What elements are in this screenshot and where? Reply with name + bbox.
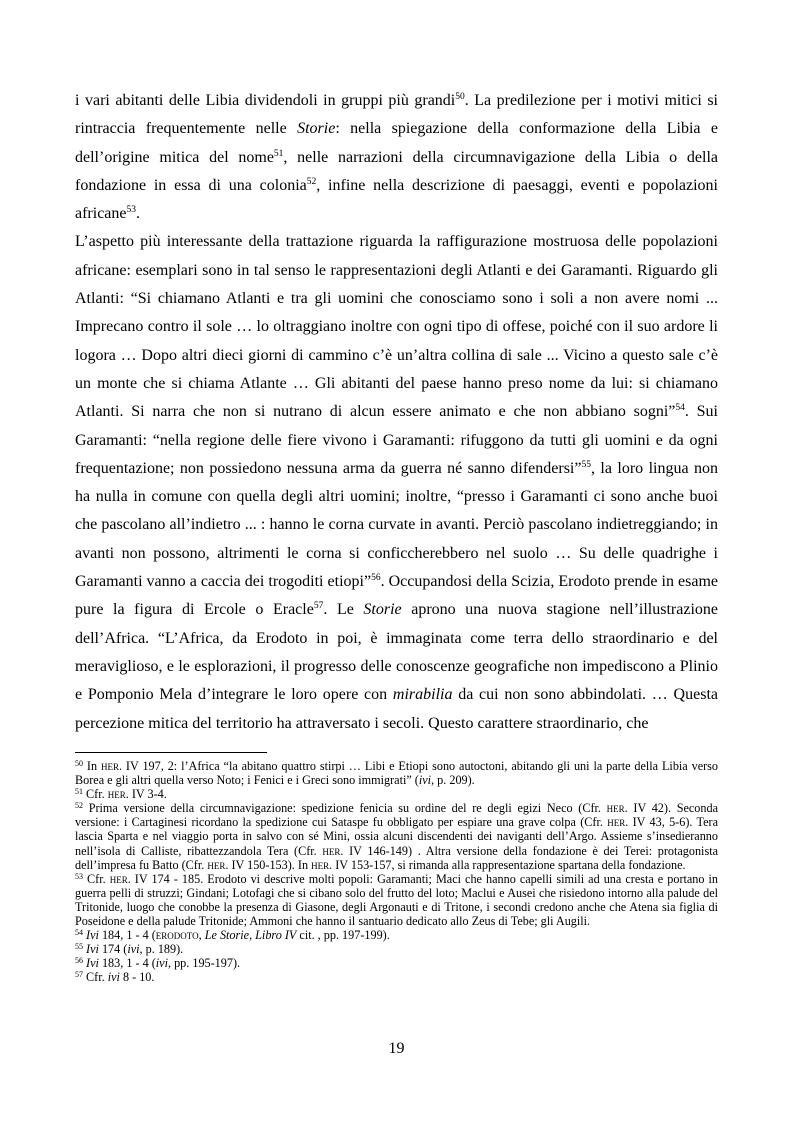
italic-title: Storie: [363, 601, 402, 619]
text-run: .: [136, 205, 141, 223]
footnote-53: $^{53}$ Cfr. her. IV 174 - 185. Erodoto vi descrive molti popoli: Garamanti; Maci che hanno capelli simili ad una cresta e portano in guerra pelli di struzzi; Gindani; Lotofagi che si cibano solo del frutto del loto; Maclui e Ausei che risiedono intorno alla palude del Tritonide, luogo che conobbe la presenza di Giasone, degli Argonauti e di Tritone, i secondi credono anche che Atena sia figlia di Poseidone e della palude Tritonide; Ammoni che hanno il santuario dedicato allo Zeus di Tebe; gli Augili.: [75, 871, 719, 929]
text-run: . Le: [323, 601, 364, 619]
body-text: [75, 87, 718, 738]
footnote-number: 53: [75, 871, 83, 881]
text-run: : nella spiegazione della conformazione della Libia e dell’origine mitica del nome: [75, 120, 718, 166]
footnote-52: $^{52}$ Prima versione della circumnavigazione: spedizione fenicia su ordine del re degli egizi Neco (Cfr. her. IV 42). Seconda versione: i Cartaginesi ricordano la spedizione cui Sataspe fu obbligato per espiare una grave colpa (Cfr. her. IV 43, 5-6). Tera lascia Sparta e nel viaggio porta in salvo con sé Mini, ossia alcuni discendenti dei naviganti dell’Argo. Assieme s’insedieranno nell’isola di Calliste, ribattezzandola Tera (Cfr. her. IV 146-149) . Altra versione della fondazione è dei Terei: protagonista dell’impresa fu Batto (Cfr. her. IV 150-153). In her. IV 153-157, si rimanda alla rappresentazione spartana della fondazione.: [75, 801, 718, 872]
text-run: . La predilezione per i motivi mitici si rintraccia frequentemente nelle: [75, 92, 718, 138]
text-run: , nelle narrazioni della circumnavigazione della Libia o della fondazione in essa di una colonia: [75, 148, 718, 194]
footnote-50: $^{50}$ In her. IV 197, 2: l’Africa “la abitano quattro stirpi … Libi e Etiopi sono autoctoni, abitando gli uni la parte della Libia verso Borea e gli altri quella verso Noto; i Fenici e i Greci sono immigrati” (ivi, p. 209).: [75, 759, 719, 788]
text-run: da cui non sono abbindolati. … Questa percezione mitica del territorio ha attraversato i secoli. Questo carattere straordinario, che: [75, 686, 718, 732]
footnotes: [75, 759, 718, 985]
text-run: , infine nella descrizione di paesaggi, eventi e popolazioni africane: [75, 176, 718, 223]
footnote-56: $^{56}$ Ivi 183, 1 - 4 (ivi, pp. 195-197).: [75, 956, 241, 971]
footnote-number: 54: [75, 928, 83, 938]
footnote-54: $^{54}$ Ivi 184, 1 - 4 (erodoto, Le Storie, Libro IV cit. , pp. 197-199).: [75, 928, 390, 943]
paragraph: [75, 228, 718, 737]
text-run: aprono una nuova stagione nell’illustrazione dell’Africa. “L’Africa, da Erodoto in poi, è immaginata come terra dello straordinario e del meraviglioso, e le esplorazioni, il progresso delle conoscenze geografiche non impediscono a Plinio e Pomponio Mela d’integrare le loro opere con: [75, 601, 719, 704]
footnote-51: $^{51}$ Cfr. her. IV 3-4.: [75, 787, 167, 802]
page-number: 19: [388, 1040, 405, 1057]
footnote-ref[interactable]: 57: [313, 601, 324, 612]
footnote-ref[interactable]: 51: [273, 148, 284, 159]
footnote-number: 50: [75, 759, 83, 768]
text-run: . Occupandosi della Scizia, Erodoto prende in esame pure la figura di Ercole o Eracle: [75, 573, 718, 619]
footnote-ref[interactable]: 50: [455, 92, 465, 102]
italic-title: Storie: [297, 120, 336, 138]
italic-term: mirabilia: [392, 686, 453, 704]
text-run: L’aspetto più interessante della trattazione riguarda la raffigurazione mostruosa delle popolazioni africane: esemplari sono in tal senso le rappresentazioni degli Atlanti e dei Garamanti. Riguardo gli Atlanti: “Si chiamano Atlanti e tra gli uomini che conosciamo sono i soli a non avere nomi ... Imprecano contro il sole … lo oltraggiano inoltre con ogni tipo di offese, poiché con il suo ardore li logora … Dopo altri dieci giorni di cammino c’è un’altra collina di sale ... Vicino a questo sale c’è un monte che si chiama Atlante … Gli abitanti del paese hanno preso nome da lui: si chiamano Atlanti. Si narra che non si nutrano di alcun essere animato e che non abbiano sogni”: [75, 233, 718, 421]
footnote-number: 52: [75, 801, 83, 811]
footnote-ref[interactable]: 52: [306, 176, 317, 187]
footnote-number: 55: [75, 942, 83, 952]
text-run: i vari abitanti delle Libia dividendoli in gruppi più grandi: [75, 92, 456, 109]
footnote-number: 56: [75, 956, 83, 966]
footnote-number: 57: [75, 970, 83, 980]
footnote-57: $^{57}$ Cfr. ivi 8 - 10.: [75, 970, 155, 985]
footnote-ref[interactable]: 54: [675, 403, 685, 414]
footnote-ref[interactable]: 56: [371, 573, 381, 584]
text-run: , la loro lingua non ha nulla in comune con quella degli altri uomini; inoltre, “presso i Garamanti ci sono anche buoi che pascolano all’indietro ... : hanno le corna curvate in avanti. Perciò pascolano indietreggiando; in avanti non possono, altrimenti le corna si conficcherebbero nel suolo … Su delle quadrighe i Garamanti vanno a caccia dei trogoditi etiopi”: [75, 459, 718, 591]
footnote-ref[interactable]: 53: [126, 205, 137, 216]
footnote-number: 51: [75, 787, 83, 797]
footnote-55: $^{55}$ Ivi 174 (ivi, p. 189).: [75, 942, 184, 957]
footnote-ref[interactable]: 55: [581, 459, 591, 470]
footnote-separator: [75, 752, 267, 753]
paragraph: [75, 87, 718, 228]
text-run: . Sui Garamanti: “nella regione delle fiere vivono i Garamanti: rifuggono da tutti gli uomini e da ogni frequentazione; non possiedono nessuna arma da guerra né sanno difendersi”: [75, 403, 719, 477]
